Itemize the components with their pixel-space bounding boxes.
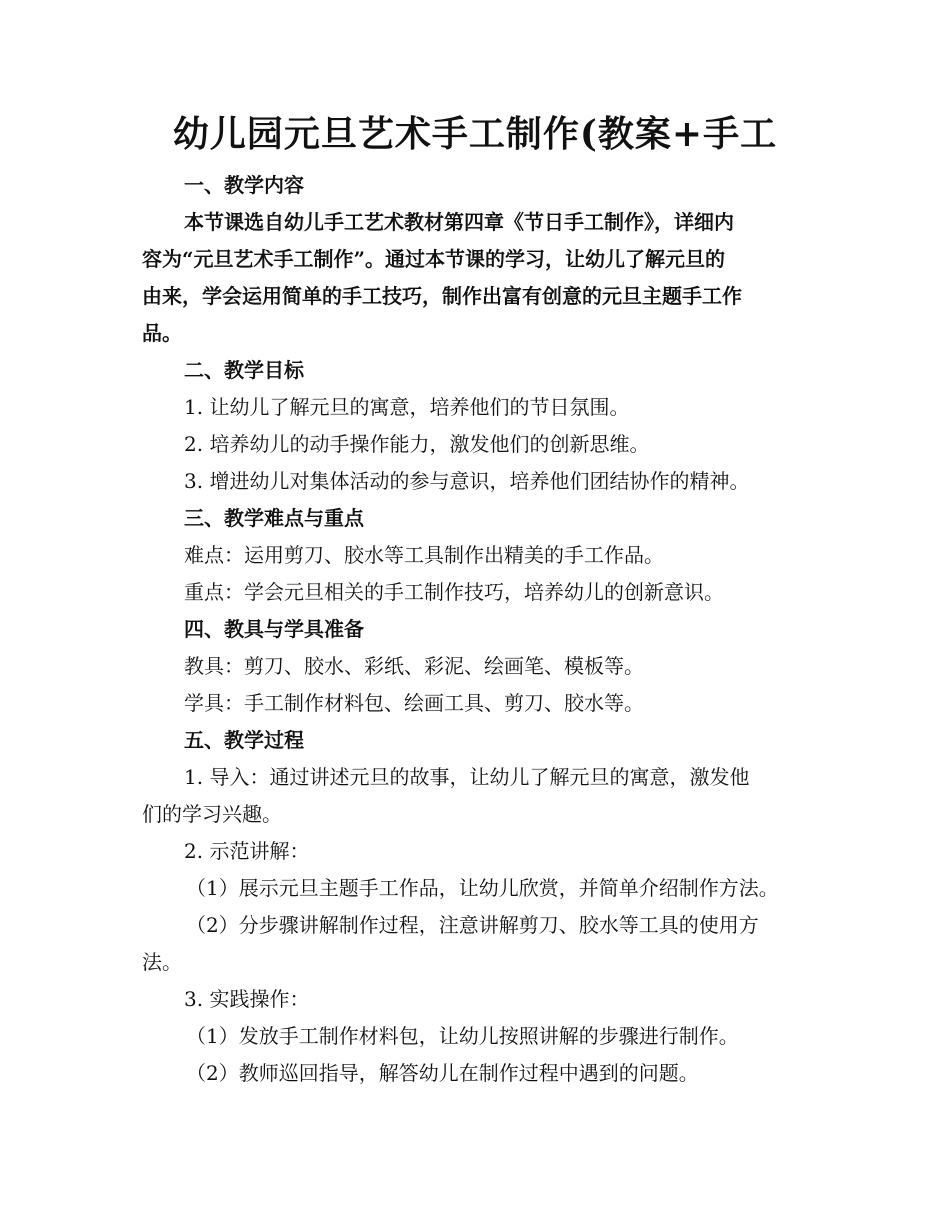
process-substep-continued: 法。 <box>142 950 182 974</box>
section-heading-objectives: 二、教学目标 <box>184 358 304 382</box>
key-point-text: 重点：学会元旦相关的手工制作技巧，培养幼儿的创新意识。 <box>184 580 724 604</box>
objective-item: 1. 让幼儿了解元旦的寓意，培养他们的节日氛围。 <box>184 395 630 419</box>
process-step-intro-continued: 们的学习兴趣。 <box>142 802 282 826</box>
objective-item: 2. 培养幼儿的动手操作能力，激发他们的创新思维。 <box>184 432 650 456</box>
teacher-tools-text: 教具：剪刀、胶水、彩纸、彩泥、绘画笔、模板等。 <box>184 654 644 678</box>
document-title: 幼儿园元旦艺术手工制作(教案+手工 <box>172 113 778 155</box>
student-tools-text: 学具：手工制作材料包、绘画工具、剪刀、胶水等。 <box>184 691 644 715</box>
process-substep: （2）分步骤讲解制作过程，注意讲解剪刀、胶水等工具的使用方 <box>186 913 759 937</box>
content-paragraph-line: 由来，学会运用简单的手工技巧，制作出富有创意的元旦主题手工作 <box>142 284 742 308</box>
section-heading-tools: 四、教具与学具准备 <box>184 617 364 641</box>
content-paragraph-line: 容为“元旦艺术手工制作”。通过本节课的学习，让幼儿了解元旦的 <box>142 247 726 271</box>
process-step-intro: 1. 导入：通过讲述元旦的故事，让幼儿了解元旦的寓意，激发他 <box>184 765 750 789</box>
section-heading-process: 五、教学过程 <box>184 728 304 752</box>
content-paragraph-line: 品。 <box>142 321 182 345</box>
process-substep: （2）教师巡回指导，解答幼儿在制作过程中遇到的问题。 <box>186 1061 699 1085</box>
difficulty-text: 难点：运用剪刀、胶水等工具制作出精美的手工作品。 <box>184 543 664 567</box>
process-step-demo: 2. 示范讲解： <box>184 839 310 863</box>
process-step-practice: 3. 实践操作： <box>184 987 310 1011</box>
section-heading-content: 一、教学内容 <box>184 173 304 197</box>
process-substep: （1）发放手工制作材料包，让幼儿按照讲解的步骤进行制作。 <box>186 1024 739 1048</box>
content-paragraph-line: 本节课选自幼儿手工艺术教材第四章《节日手工制作》，详细内 <box>184 210 734 234</box>
section-heading-difficulties: 三、教学难点与重点 <box>184 506 364 530</box>
process-substep: （1）展示元旦主题手工作品，让幼儿欣赏，并简单介绍制作方法。 <box>186 876 779 900</box>
objective-item: 3. 增进幼儿对集体活动的参与意识，培养他们团结协作的精神。 <box>184 469 750 493</box>
